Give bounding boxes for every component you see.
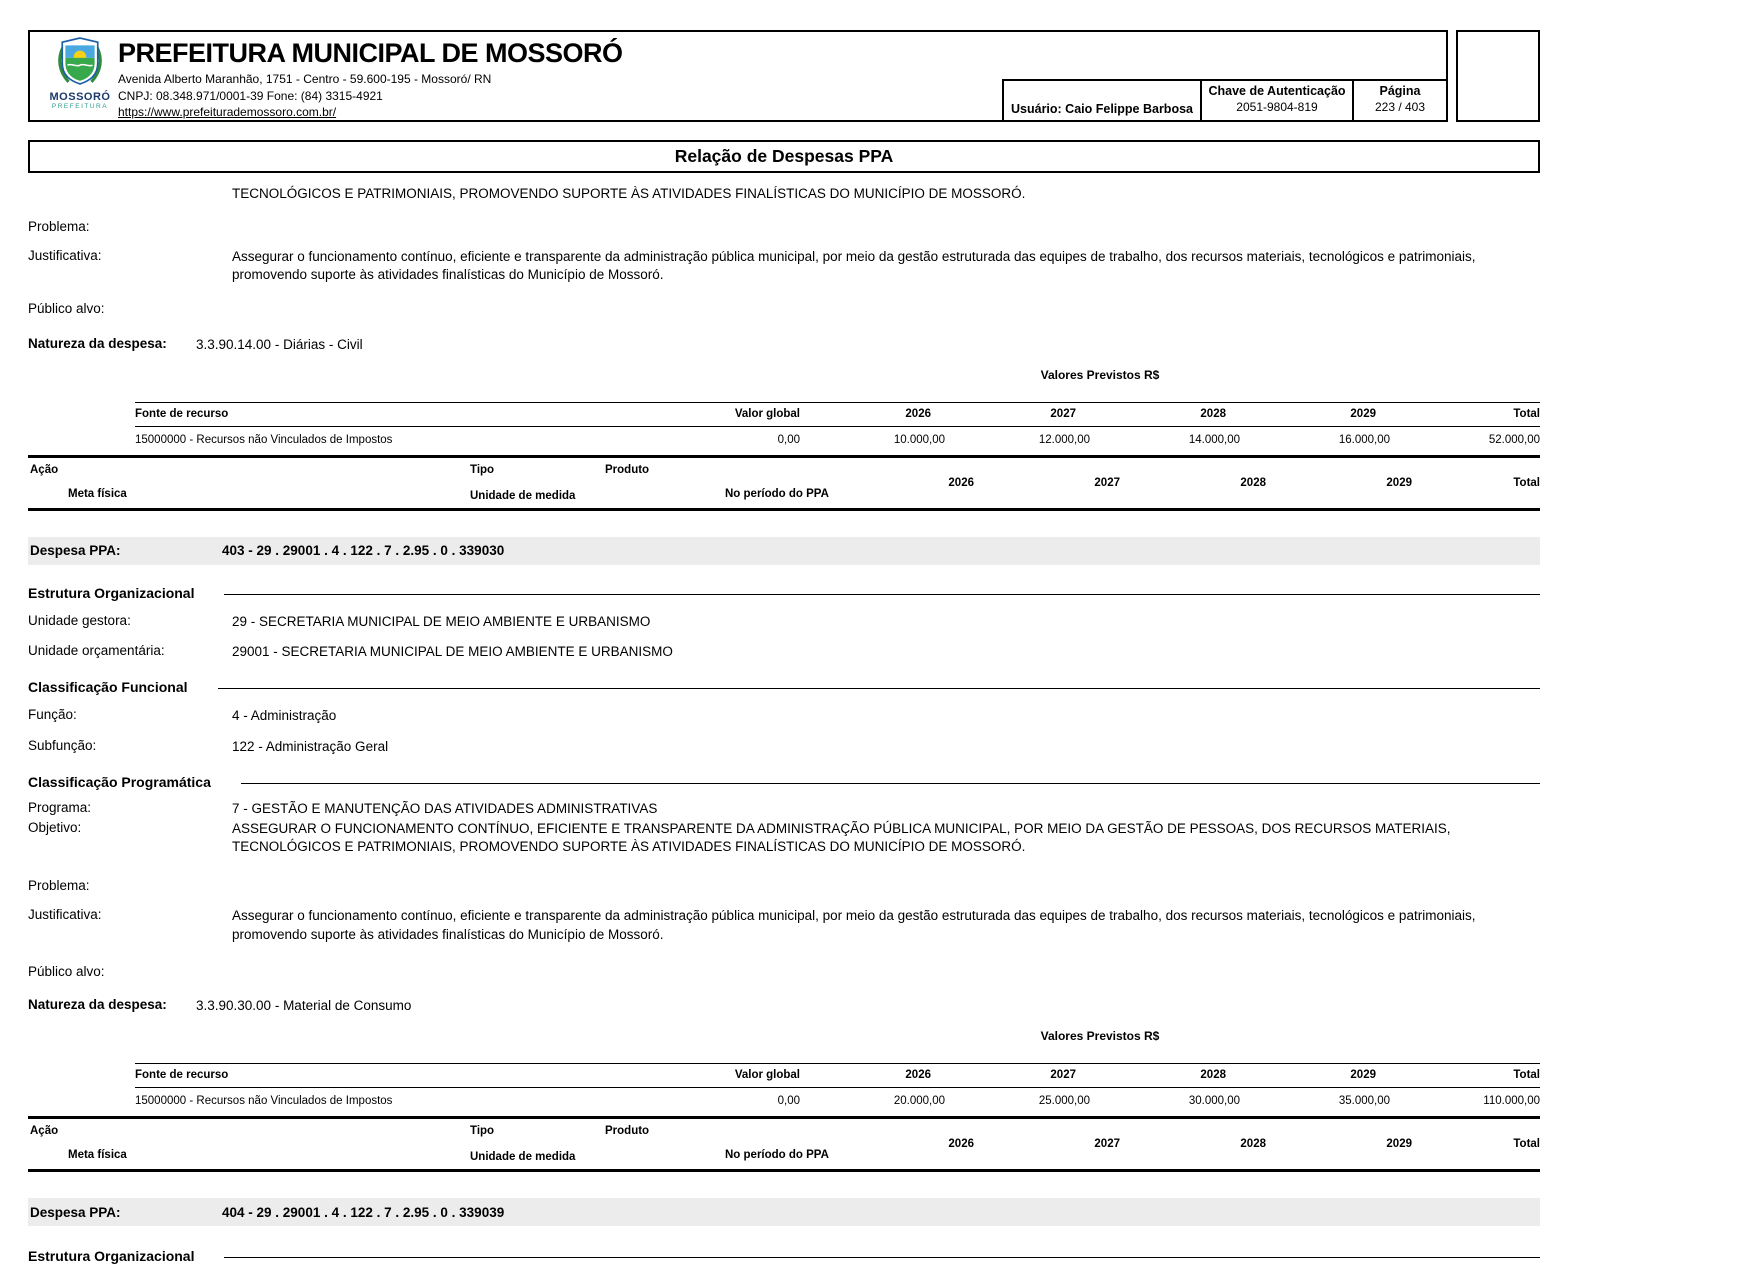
justificativa-value: Assegurar o funcionamento contínuo, eficiente e transparente da administração pública municipal, por meio da gestão estruturada das equipes de trabalho, dos recursos materiais, tecnológicos e patrimoniais, promovendo suporte às atividades finalísticas do Município de Mossoró. xyxy=(232,249,1476,283)
col-header-valor-global: Valor global xyxy=(734,1069,800,1082)
col-header-2026: 2026 xyxy=(905,1069,931,1082)
field-funcao xyxy=(28,707,1540,725)
valores-table xyxy=(135,402,1540,455)
unidade-orcamentaria-value: 29001 - SECRETARIA MUNICIPAL DE MEIO AMBIENTE E URBANISMO xyxy=(232,644,673,660)
org-name: PREFEITURA MUNICIPAL DE MOSSORÓ xyxy=(118,38,623,68)
valores-table-header xyxy=(135,402,1540,427)
strip-year-2028: 2028 xyxy=(1240,476,1266,489)
objetivo-value: ASSEGURAR O FUNCIONAMENTO CONTÍNUO, EFICIENTE E TRANSPARENTE DA ADMINISTRAÇÃO PÚBLICA MUNICIPAL, POR MEIO DA GESTÃO DE PESSOAS, DOS RECURSOS MATERIAIS, TECNOLÓGICOS E PATRIMONIAIS, PROMOVENDO SUPORTE ÀS ATIVIDADES FINALÍSTICAS DO MUNICÍPIO DE MOSSORÓ. xyxy=(232,820,1451,855)
problema-value xyxy=(232,219,1540,234)
no-periodo-ppa-label: No período do PPA xyxy=(725,487,829,500)
natureza-value: 3.3.90.30.00 - Material de Consumo xyxy=(196,997,412,1013)
strip-year-2029: 2029 xyxy=(1386,476,1412,489)
programa-label: Programa: xyxy=(28,799,92,815)
acao-strip-years xyxy=(848,1138,1540,1150)
table-row xyxy=(135,427,1540,455)
report-title: Relação de Despesas PPA xyxy=(674,146,894,166)
publico-alvo-value xyxy=(232,301,1540,316)
publico-alvo-label: Público alvo: xyxy=(28,963,105,979)
despesa-ppa-code: 403 - 29 . 29001 . 4 . 122 . 7 . 2.95 . 0 . 339030 xyxy=(222,543,505,559)
strip-total-label: Total xyxy=(1513,476,1540,489)
section-classificacao-funcional xyxy=(28,679,1540,695)
valores-table-header xyxy=(135,1063,1540,1088)
field-justificativa xyxy=(28,248,1540,284)
valor-2026-cell: 20.000,00 xyxy=(893,1095,945,1108)
page-number-cell xyxy=(1352,79,1446,120)
valor-global-cell: 0,00 xyxy=(777,433,800,446)
fonte-recurso-cell: 15000000 - Recursos não Vinculados de Impostos xyxy=(135,433,393,446)
auth-table xyxy=(1002,79,1446,120)
logo-city-name: MOSSORÓ xyxy=(49,91,111,103)
valor-total-cell: 110.000,00 xyxy=(1483,1095,1540,1108)
section-estrutura-organizacional xyxy=(28,585,1540,601)
col-header-valor-global: Valor global xyxy=(734,407,800,420)
natureza-value: 3.3.90.14.00 - Diárias - Civil xyxy=(196,336,363,352)
user-cell: Usuário: Caio Felippe Barbosa xyxy=(1002,79,1200,120)
valores-previstos-title: Valores Previstos R$ xyxy=(1040,367,1160,382)
valores-previstos-title: Valores Previstos R$ xyxy=(1040,1029,1160,1044)
col-header-2029: 2029 xyxy=(1350,407,1376,420)
valores-table-2 xyxy=(135,1063,1540,1116)
col-header-2026: 2026 xyxy=(905,407,931,420)
objetivo-label: Objetivo: xyxy=(28,819,82,835)
col-header-2029: 2029 xyxy=(1350,1069,1376,1082)
justificativa-label: Justificativa: xyxy=(28,248,102,264)
field-problema xyxy=(28,219,1540,234)
col-header-2027: 2027 xyxy=(1050,407,1076,420)
estrutura-heading: Estrutura Organizacional xyxy=(28,584,195,601)
org-cnpj-phone: CNPJ: 08.348.971/0001-39 Fone: (84) 3315-4921 xyxy=(118,89,383,103)
valor-2027-cell: 25.000,00 xyxy=(1038,1095,1090,1108)
problema-label: Problema: xyxy=(28,219,90,235)
justificativa-value: Assegurar o funcionamento contínuo, eficiente e transparente da administração pública municipal, por meio da gestão estruturada das equipes de trabalho, dos recursos materiais, tecnológicos e patrimoniais, promovendo suporte às atividades finalísticas do Município de Mossoró. xyxy=(232,908,1476,942)
header-box xyxy=(28,30,1448,122)
auth-key-value: 2051-9804-819 xyxy=(1236,100,1318,114)
auth-key-label: Chave de Autenticação xyxy=(1208,84,1346,98)
table-row xyxy=(135,1088,1540,1116)
col-header-2028: 2028 xyxy=(1200,407,1226,420)
page-label: Página xyxy=(1379,84,1421,98)
natureza-label: Natureza da despesa: xyxy=(28,996,167,1012)
field-publico-alvo-2 xyxy=(28,964,1540,979)
col-header-total: Total xyxy=(1513,1069,1540,1082)
page-header xyxy=(28,30,1540,122)
despesa-ppa-label: Despesa PPA: xyxy=(30,543,121,559)
section-rule xyxy=(241,783,1540,784)
valor-2028-cell: 30.000,00 xyxy=(1188,1095,1240,1108)
strip-year-2027: 2027 xyxy=(1094,476,1120,489)
field-natureza-despesa xyxy=(28,336,1540,354)
page-value: 223 / 403 xyxy=(1374,100,1426,114)
produto-label: Produto xyxy=(605,463,650,476)
section-rule xyxy=(218,688,1541,689)
publico-alvo-label: Público alvo: xyxy=(28,300,105,316)
valor-2026-cell: 10.000,00 xyxy=(893,433,945,446)
section-rule xyxy=(224,594,1540,595)
funcao-label: Função: xyxy=(28,707,77,723)
tipo-label: Tipo xyxy=(470,1125,495,1138)
objective-continuation-text: TECNOLÓGICOS E PATRIMONIAIS, PROMOVENDO SUPORTE ÀS ATIVIDADES FINALÍSTICAS DO MUNICÍPIO DE MOSSORÓ. xyxy=(232,186,1026,201)
acao-strip-years xyxy=(848,477,1540,489)
section-rule xyxy=(224,1257,1540,1258)
unidade-medida-label: Unidade de medida xyxy=(470,489,576,502)
valor-2027-cell: 12.000,00 xyxy=(1038,433,1090,446)
produto-label: Produto xyxy=(605,1125,650,1138)
field-subfuncao xyxy=(28,738,1540,756)
despesa-ppa-label: Despesa PPA: xyxy=(30,1204,121,1220)
field-problema-2 xyxy=(28,878,1540,893)
justificativa-label: Justificativa: xyxy=(28,907,102,923)
valor-global-cell: 0,00 xyxy=(777,1095,800,1108)
col-header-2027: 2027 xyxy=(1050,1069,1076,1082)
valor-2029-cell: 35.000,00 xyxy=(1338,1095,1390,1108)
publico-alvo-value xyxy=(232,964,1540,979)
meta-fisica-label: Meta física xyxy=(68,1149,127,1162)
no-periodo-ppa-label: No período do PPA xyxy=(725,1149,829,1162)
problema-label: Problema: xyxy=(28,878,90,894)
strip-year-2026: 2026 xyxy=(948,476,974,489)
col-header-2028: 2028 xyxy=(1200,1069,1226,1082)
subfuncao-label: Subfunção: xyxy=(28,737,97,753)
field-publico-alvo xyxy=(28,301,1540,316)
valor-total-cell: 52.000,00 xyxy=(1488,433,1540,446)
meta-fisica-label: Meta física xyxy=(68,487,127,500)
section-classificacao-programatica xyxy=(28,774,1540,790)
acao-label: Ação xyxy=(30,1125,59,1138)
logo-subtitle: PREFEITURA xyxy=(51,103,109,110)
field-programa xyxy=(28,800,1540,818)
city-crest-logo xyxy=(44,37,116,110)
field-natureza-despesa-2 xyxy=(28,997,1540,1015)
org-website-link[interactable]: https://www.prefeiturademossoro.com.br/ xyxy=(118,105,337,119)
valor-2028-cell: 14.000,00 xyxy=(1188,433,1240,446)
tipo-label: Tipo xyxy=(470,463,495,476)
estrutura-heading: Estrutura Organizacional xyxy=(28,1248,195,1264)
acao-label: Ação xyxy=(30,463,59,476)
field-objetivo xyxy=(28,820,1540,856)
org-address: Avenida Alberto Maranhão, 1751 - Centro - 59.600-195 - Mossoró/ RN xyxy=(118,72,492,86)
col-header-total: Total xyxy=(1513,407,1540,420)
strip-year-2029: 2029 xyxy=(1386,1138,1412,1151)
despesa-ppa-band-404 xyxy=(28,1198,1540,1226)
section-estrutura-organizacional-2 xyxy=(28,1248,1540,1264)
problema-value xyxy=(232,878,1540,893)
unidade-gestora-label: Unidade gestora: xyxy=(28,612,131,628)
acao-header-strip xyxy=(28,455,1540,511)
subfuncao-value: 122 - Administração Geral xyxy=(232,738,389,754)
classificacao-programatica-heading: Classificação Programática xyxy=(28,773,211,790)
strip-year-2027: 2027 xyxy=(1094,1138,1120,1151)
field-unidade-orcamentaria xyxy=(28,643,1540,661)
field-unidade-gestora xyxy=(28,613,1540,631)
fonte-recurso-cell: 15000000 - Recursos não Vinculados de Impostos xyxy=(135,1095,393,1108)
despesa-ppa-band-403 xyxy=(28,537,1540,565)
strip-year-2028: 2028 xyxy=(1240,1138,1266,1151)
strip-total-label: Total xyxy=(1513,1138,1540,1151)
col-header-fonte: Fonte de recurso xyxy=(135,1069,229,1082)
field-justificativa-2 xyxy=(28,907,1540,943)
org-block xyxy=(118,38,623,121)
despesa-ppa-code: 404 - 29 . 29001 . 4 . 122 . 7 . 2.95 . 0 . 339039 xyxy=(222,1204,505,1220)
col-header-fonte: Fonte de recurso xyxy=(135,407,229,420)
report-title-bar xyxy=(28,140,1540,173)
auth-key-cell xyxy=(1200,79,1352,120)
unidade-gestora-value: 29 - SECRETARIA MUNICIPAL DE MEIO AMBIENTE E URBANISMO xyxy=(232,613,651,629)
header-corner-box xyxy=(1456,30,1540,122)
crest-icon xyxy=(59,72,101,89)
funcao-value: 4 - Administração xyxy=(232,708,337,724)
classificacao-funcional-heading: Classificação Funcional xyxy=(28,679,188,696)
programa-value: 7 - GESTÃO E MANUTENÇÃO DAS ATIVIDADES ADMINISTRATIVAS xyxy=(232,800,658,816)
unidade-orcamentaria-label: Unidade orçamentária: xyxy=(28,643,165,659)
strip-year-2026: 2026 xyxy=(948,1138,974,1151)
unidade-medida-label: Unidade de medida xyxy=(470,1151,576,1164)
natureza-label: Natureza da despesa: xyxy=(28,335,167,351)
acao-header-strip-2 xyxy=(28,1116,1540,1172)
valor-2029-cell: 16.000,00 xyxy=(1338,433,1390,446)
